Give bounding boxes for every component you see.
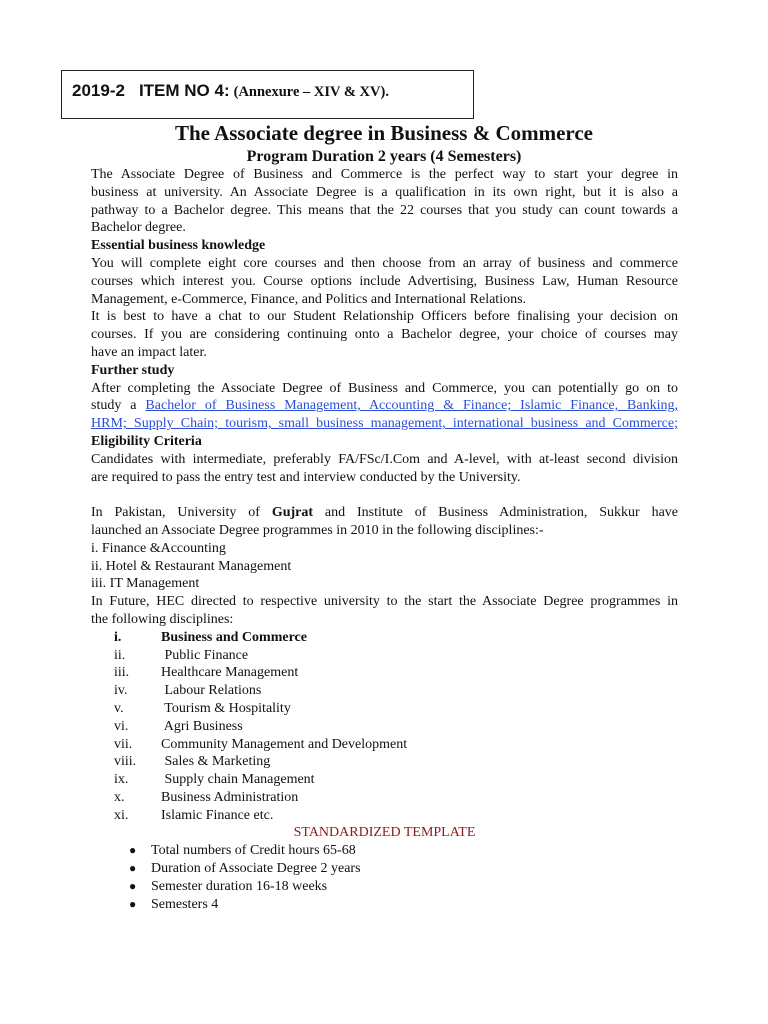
further-line: After completing the Associate Degree of Business and Commerce, you can potentially go on to xyxy=(91,380,678,396)
further-line xyxy=(91,415,678,433)
item-annexure: (Annexure – XIV & XV). xyxy=(233,84,389,100)
list-number: v. xyxy=(114,700,124,716)
intro-line: Bachelor degree. xyxy=(91,220,186,236)
list-item xyxy=(91,664,678,682)
essential-line: have an impact later. xyxy=(91,344,207,360)
essential-paragraph xyxy=(91,255,678,362)
pakistan-paragraph xyxy=(91,504,678,629)
bullet-icon: ● xyxy=(129,878,137,893)
bullet-text: Duration of Associate Degree 2 years xyxy=(151,861,361,877)
list-label: Community Management and Development xyxy=(161,736,408,752)
future-line: In Future, HEC directed to respective university to the start the Associate Degree programmes in xyxy=(91,594,678,610)
list-item xyxy=(91,860,678,878)
essential-line: courses which interest you. Course options include Advertising, Business Law, Human Resource xyxy=(91,273,678,289)
document-body xyxy=(91,166,678,913)
list-number: ix. xyxy=(114,772,129,788)
eligibility-paragraph xyxy=(91,451,678,487)
further-prefix: study a xyxy=(91,398,146,414)
list-item xyxy=(91,771,678,789)
list-item xyxy=(91,718,678,736)
list-number: i. xyxy=(114,629,122,645)
list-label: Agri Business xyxy=(161,718,243,734)
essential-line: You will complete eight core courses and then choose from an array of business and commerce xyxy=(91,255,678,271)
launched-discipline: ii. Hotel & Restaurant Management xyxy=(91,558,292,574)
list-item xyxy=(91,682,678,700)
list-item xyxy=(91,789,678,807)
pakistan-text: and Institute of Business Administration, Sukkur have xyxy=(313,505,679,521)
list-number: vi. xyxy=(114,718,129,734)
launched-discipline: iii. IT Management xyxy=(91,576,200,592)
list-item xyxy=(91,736,678,754)
intro-line: pathway to a Bachelor degree. This means that the 22 courses that you study can count towards a xyxy=(91,202,678,218)
further-line xyxy=(91,397,678,415)
item-code: 2019-2 xyxy=(72,81,125,100)
launched-discipline: i. Finance &Accounting xyxy=(91,540,226,556)
item-header-line xyxy=(72,81,389,101)
list-label: Tourism & Hospitality xyxy=(161,700,291,716)
eligibility-line: are required to pass the entry test and interview conducted by the University. xyxy=(91,469,521,485)
list-label: Islamic Finance etc. xyxy=(161,807,274,823)
pakistan-line xyxy=(91,504,678,522)
item-number: ITEM NO 4: xyxy=(138,81,230,100)
list-number: viii. xyxy=(114,754,137,770)
list-number: iv. xyxy=(114,683,128,699)
template-heading: STANDARDIZED TEMPLATE xyxy=(293,825,476,841)
degree-options-link-continued[interactable]: HRM; Supply Chain; tourism, small business management, international business and Commerce; xyxy=(91,416,678,432)
list-item xyxy=(91,629,678,647)
list-number: ii. xyxy=(114,647,126,663)
list-label: Business and Commerce xyxy=(161,629,307,645)
list-item xyxy=(91,896,678,914)
bullet-text: Total numbers of Credit hours 65-68 xyxy=(151,843,356,859)
degree-options-link[interactable]: Bachelor of Business Management, Accounting & Finance; Islamic Finance, Banking, xyxy=(145,398,678,414)
list-item xyxy=(91,647,678,665)
list-label: Supply chain Management xyxy=(161,772,315,788)
bullet-text: Semesters 4 xyxy=(151,896,219,912)
list-label: Business Administration xyxy=(161,789,299,805)
bullet-icon: ● xyxy=(129,843,137,858)
essential-line: courses. If you are considering continuing onto a Bachelor degree, your choice of courses may xyxy=(91,327,678,343)
document-title: The Associate degree in Business & Commerce xyxy=(174,121,593,145)
list-item xyxy=(91,753,678,771)
bullet-icon: ● xyxy=(129,861,137,876)
template-bullet-list xyxy=(91,842,678,913)
discipline-list xyxy=(91,629,678,825)
list-number: x. xyxy=(114,789,125,805)
university-name: Gujrat xyxy=(271,505,314,521)
pakistan-line: launched an Associate Degree programmes in 2010 in the following disciplines:- xyxy=(91,522,544,538)
list-item xyxy=(91,842,678,860)
further-paragraph xyxy=(91,380,678,433)
list-label: Labour Relations xyxy=(161,683,262,699)
list-item xyxy=(91,807,678,825)
further-heading: Further study xyxy=(91,362,175,378)
list-item xyxy=(91,700,678,718)
blank-line xyxy=(91,486,678,504)
list-item xyxy=(91,878,678,896)
eligibility-line: Candidates with intermediate, preferably FA/FSc/I.Com and A-level, with at-least second division xyxy=(91,451,678,467)
essential-line: Management, e-Commerce, Finance, and Politics and International Relations. xyxy=(91,291,527,307)
pakistan-text: In Pakistan, University of xyxy=(91,505,272,521)
list-number: vii. xyxy=(114,736,133,752)
essential-line: It is best to have a chat to our Student Relationship Officers before finalising your decision on xyxy=(91,309,678,325)
list-label: Public Finance xyxy=(161,647,249,663)
list-number: xi. xyxy=(114,807,129,823)
eligibility-heading: Eligibility Criteria xyxy=(91,433,202,449)
essential-heading: Essential business knowledge xyxy=(91,238,266,254)
bullet-icon: ● xyxy=(129,896,137,911)
item-header-box xyxy=(61,70,474,119)
list-label: Sales & Marketing xyxy=(161,754,271,770)
future-line: the following disciplines: xyxy=(91,611,234,627)
intro-line: business at university. An Associate Degree is a qualification in its own right, but it is also a xyxy=(91,184,678,200)
bullet-text: Semester duration 16-18 weeks xyxy=(151,878,328,894)
document-subtitle: Program Duration 2 years (4 Semesters) xyxy=(246,148,522,165)
list-label: Healthcare Management xyxy=(161,665,299,681)
intro-line: The Associate Degree of Business and Commerce is the perfect way to start your degree in xyxy=(91,167,678,182)
list-number: iii. xyxy=(114,665,130,681)
intro-paragraph xyxy=(91,166,678,237)
